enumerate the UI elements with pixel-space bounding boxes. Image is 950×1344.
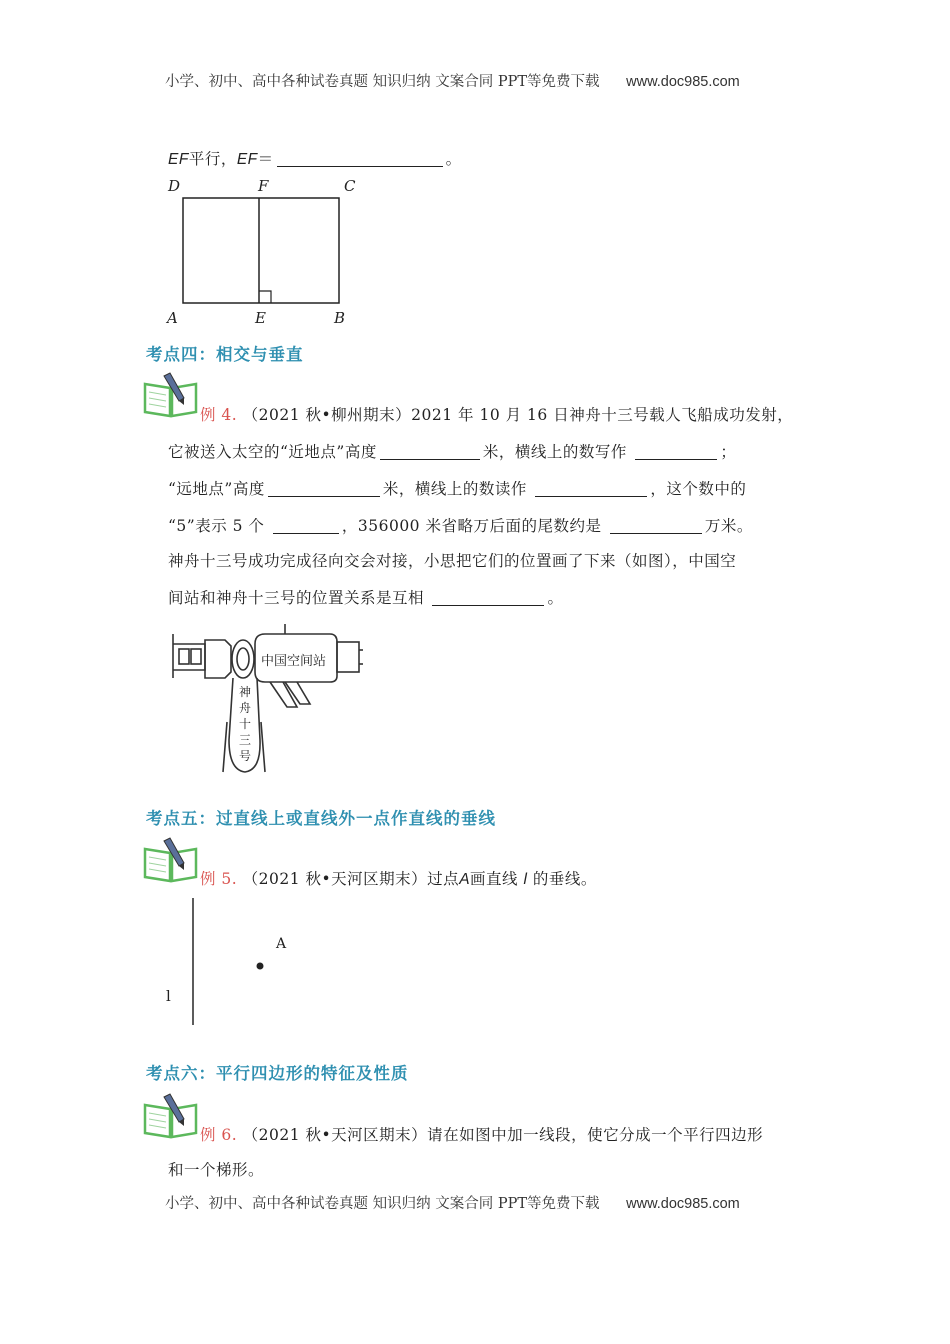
header-text: 小学、初中、高中各种试卷真题 知识归纳 文案合同 PPT等免费下载 xyxy=(165,74,600,90)
label-b: B xyxy=(334,309,346,327)
label-c: C xyxy=(344,177,356,195)
ex4-text-1: （2021 秋•柳州期末）2021 年 10 月 16 日神舟十三号载人飞船成功发射， xyxy=(242,406,794,424)
label-a: A xyxy=(167,309,178,327)
label-f: F xyxy=(258,177,269,195)
answer-blank[interactable] xyxy=(273,517,339,534)
point-a xyxy=(257,963,264,970)
answer-blank[interactable] xyxy=(432,589,544,606)
ex5-text-1: （2021 秋•天河区期末）过点 xyxy=(242,870,460,888)
ex6-line-2 xyxy=(168,1158,264,1180)
ex5-text-3: 的垂线。 xyxy=(532,870,597,888)
ex4-text-6b: 。 xyxy=(547,589,564,607)
answer-blank[interactable] xyxy=(380,443,480,460)
ex4-text-3b: 米，横线上的数读作 xyxy=(382,480,527,498)
line-l-label: l xyxy=(166,987,171,1005)
ex6-text-2: 和一个梯形。 xyxy=(168,1161,265,1179)
q3-answer-line xyxy=(168,147,462,169)
answer-blank[interactable] xyxy=(635,443,717,460)
right-angle-mark xyxy=(259,291,271,303)
ex4-line-1 xyxy=(200,403,793,425)
book-pencil-icon xyxy=(142,837,200,883)
craft-label-1: 神 xyxy=(238,685,252,699)
q3-eq: ＝ xyxy=(257,150,274,168)
label-d: D xyxy=(168,177,181,195)
ex5-line-1 xyxy=(200,867,597,889)
station-label: 中国空间站 xyxy=(261,654,327,669)
ex6-text-1: （2021 秋•天河区期末）请在如图中加一线段，使它分成一个平行四边形 xyxy=(242,1126,764,1144)
label-e: E xyxy=(255,309,266,327)
ex4-text-3c: ，这个数中的 xyxy=(650,480,747,498)
ex5-line-l: l xyxy=(523,871,528,888)
craft-label-2: 舟 xyxy=(238,701,252,715)
ex4-text-4b: ，356000 米省略万后面的尾数约是 xyxy=(341,517,602,535)
ex5-text-2: 画直线 xyxy=(470,870,519,888)
perpendicular-figure xyxy=(160,893,300,1029)
ex4-text-2a: 它被送入太空的“近地点”高度 xyxy=(168,443,377,461)
ex4-line-5 xyxy=(168,549,736,571)
space-station-figure xyxy=(165,622,370,777)
ex4-line-2 xyxy=(168,440,736,462)
ex4-line-3 xyxy=(168,477,746,499)
ex5-label: 例 5. xyxy=(200,870,238,888)
answer-blank[interactable] xyxy=(610,517,702,534)
ex4-text-2b: 米，横线上的数写作 xyxy=(482,443,627,461)
section-title-4: 考点四：相交与垂直 xyxy=(146,345,304,364)
answer-blank[interactable] xyxy=(277,150,443,167)
point-a-label: A xyxy=(276,936,287,952)
ex4-text-2c: ； xyxy=(720,443,737,461)
section-title-6: 考点六：平行四边形的特征及性质 xyxy=(146,1064,409,1083)
answer-blank[interactable] xyxy=(535,480,647,497)
ex4-text-6a: 间站和神舟十三号的位置关系是互相 xyxy=(168,589,425,607)
header-site-link[interactable]: www.doc985.com xyxy=(626,74,740,90)
ex4-text-3a: “远地点”高度 xyxy=(168,480,265,498)
craft-label-5: 号 xyxy=(238,749,252,763)
rectangle-abcd xyxy=(183,198,339,303)
ex5-point-a: A xyxy=(459,871,471,888)
book-pencil-icon xyxy=(142,1093,200,1139)
ef-label-2: EF xyxy=(236,151,258,168)
ex4-text-4a: “5”表示 5 个 xyxy=(168,517,265,535)
section-title-5: 考点五：过直线上或直线外一点作直线的垂线 xyxy=(146,809,496,828)
page-footer xyxy=(165,1192,740,1213)
ex6-line-1 xyxy=(200,1123,763,1145)
book-pencil-icon xyxy=(142,372,200,418)
ex6-label: 例 6. xyxy=(200,1126,238,1144)
rectangle-figure xyxy=(160,172,370,330)
q3-period: 。 xyxy=(445,150,462,168)
ex4-line-4 xyxy=(168,514,753,536)
page-header xyxy=(165,70,740,91)
footer-text: 小学、初中、高中各种试卷真题 知识归纳 文案合同 PPT等免费下载 xyxy=(165,1196,600,1212)
footer-site-link[interactable]: www.doc985.com xyxy=(626,1196,740,1212)
q3-text: 平行， xyxy=(188,150,237,168)
craft-label-3: 十 xyxy=(238,717,252,731)
answer-blank[interactable] xyxy=(268,480,380,497)
ex4-line-6 xyxy=(168,586,563,608)
ex4-label: 例 4. xyxy=(200,406,238,424)
ef-label: EF xyxy=(168,151,189,168)
ex4-text-4c: 万米。 xyxy=(704,517,753,535)
ex4-text-5: 神舟十三号成功完成径向交会对接，小思把它们的位置画了下来（如图），中国空 xyxy=(168,552,737,570)
craft-label-4: 三 xyxy=(238,733,252,747)
